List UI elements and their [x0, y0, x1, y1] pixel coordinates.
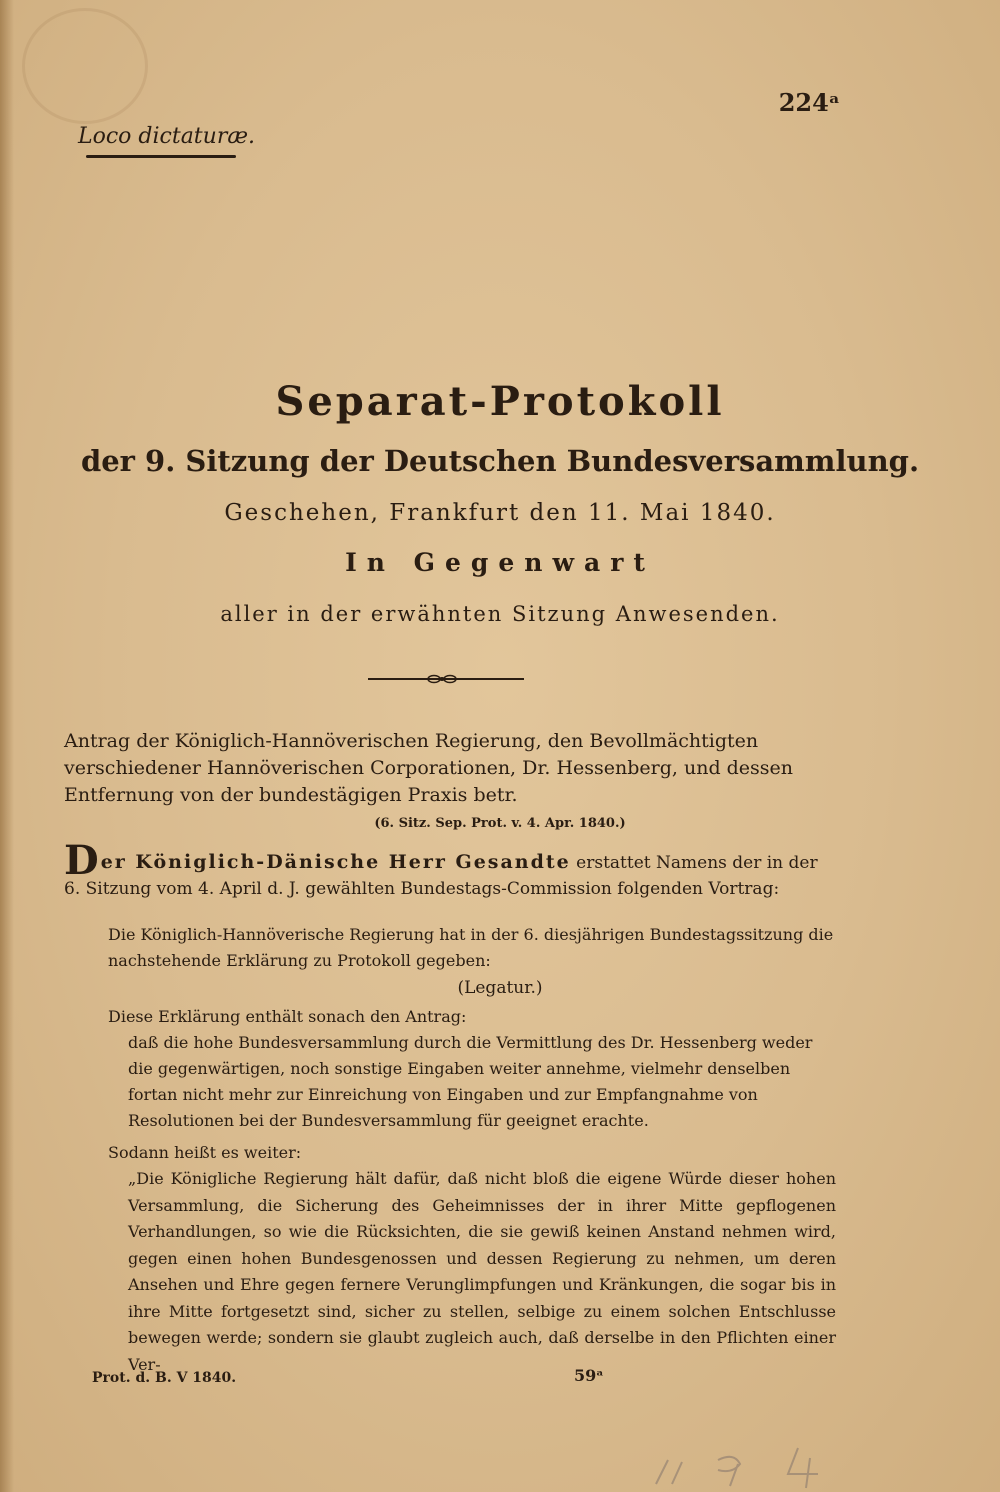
loco-dictaturae-label: Loco dictaturæ.	[78, 124, 256, 149]
library-stamp	[22, 8, 148, 124]
footer-sheet-mark: 59ᵃ	[574, 1366, 604, 1385]
presence-line: aller in der erwähnten Sitzung Anwesenden.	[220, 602, 780, 626]
session-date: Geschehen, Frankfurt den 11. Mai 1840.	[224, 500, 776, 526]
motion-intro: Diese Erklärung enthält sonach den Antrag:	[108, 1007, 467, 1026]
motion-content: daß die hohe Bundesversammlung durch die Vermittlung des Dr. Hessenberg weder die gegenwärtigen, noch sonstige Eingaben weiter annehme, vielmehr denselben fortan nicht mehr zur Einreichung von Eingaben und zur Empfangnahme von Resolutionen bei der Bundesversammlung für geeignet erachte.	[128, 1033, 813, 1130]
document-title: Separat-Protokoll	[275, 378, 725, 425]
presence-heading: In Gegenwart	[345, 548, 655, 577]
motion-summary: Antrag der Königlich-Hannöverischen Regierung, den Bevollmächtigten verschiedener Hannöverischen Corporationen, Dr. Hessenberg, und dessen Entfernung von der bundestägigen Praxis betr.	[64, 730, 794, 806]
loco-underline	[86, 155, 236, 158]
page-edge-shadow	[0, 0, 14, 1492]
intro-paragraph	[64, 837, 834, 902]
motion-reference: (6. Sitz. Sep. Prot. v. 4. Apr. 1840.)	[374, 816, 626, 831]
legatur-note: (Legatur.)	[457, 978, 543, 998]
drop-capital: D	[64, 837, 99, 884]
declaration-paragraph: Die Königlich-Hannöverische Regierung hat in der 6. diesjährigen Bundestagssitzung die nachstehende Erklärung zu Protokoll gegeben:	[108, 925, 834, 970]
pencil-annotation	[648, 1440, 848, 1490]
document-subtitle: der 9. Sitzung der Deutschen Bundesversammlung.	[80, 444, 920, 478]
intro-text: erstattet Namens der in der 6. Sitzung vom 4. April d. J. gewählten Bundestags-Commission folgenden Vortrag:	[64, 853, 818, 899]
quoted-statement: „Die Königliche Regierung hält dafür, daß nicht bloß die eigene Würde dieser hohen Versammlung, die Sicherung des Geheimnisses der in ihrer Mitte gepflogenen Verhandlungen, so wie die Rücksichten, die sie gewiß keinen Anstand nehmen wird, gegen einen hohen Bundesgenossen und dessen Regierung zu nehmen, um deren Ansehen und Ehre gegen fernere Verunglimpfungen und Kränkungen, die sogar bis in ihre Mitte fortgesetzt sind, sicher zu stellen, selbige zu einem solchen Entschlusse bewegen werde; sondern sie glaubt zugleich auch, daß derselbe in den Pflichten einer Ver-	[128, 1169, 836, 1374]
continuation-intro: Sodann heißt es weiter:	[108, 1143, 302, 1162]
envoy-name: er Königlich-Dänische Herr Gesandte	[100, 851, 571, 873]
ornament-divider	[368, 672, 524, 686]
footer-signature-left: Prot. d. B. V 1840.	[92, 1370, 237, 1386]
page-number: 224ᵃ	[778, 88, 840, 117]
